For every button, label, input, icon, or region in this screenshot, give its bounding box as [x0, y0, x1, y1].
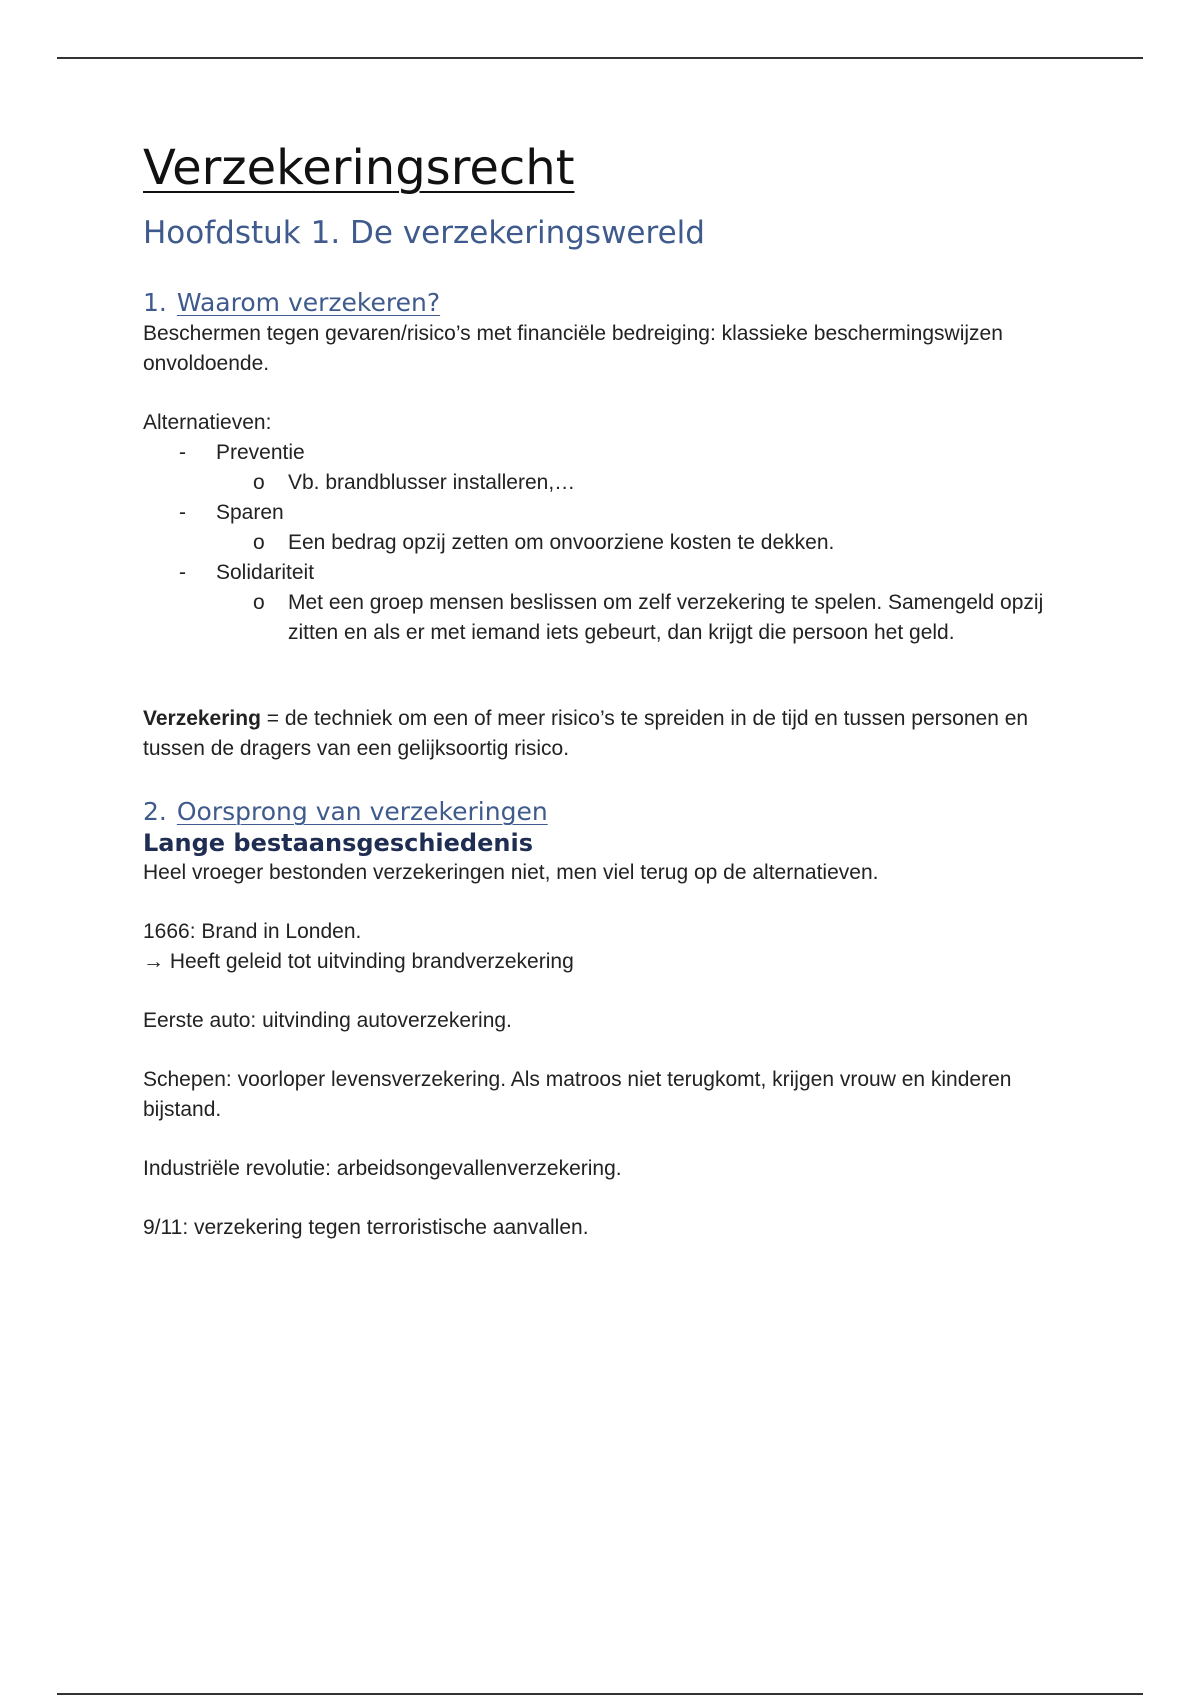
history-fire: 1666: Brand in Londen.	[143, 920, 362, 943]
alternatives-list	[143, 438, 1063, 648]
document-title: Verzekeringsrecht	[143, 140, 575, 196]
section-number: 2.	[143, 797, 167, 826]
sub-list	[216, 468, 1063, 498]
alternative-label: Sparen	[216, 501, 284, 524]
history-car: Eerste auto: uitvinding autoverzekering.	[143, 1009, 512, 1032]
definition-term: Verzekering	[143, 707, 261, 730]
circle-bullet: o	[253, 531, 265, 554]
alternative-detail: Vb. brandblusser installeren,…	[288, 471, 576, 494]
section-heading-1	[143, 287, 1063, 319]
history-ships: Schepen: voorloper levensverzekering. Als matroos niet terugkomt, krijgen vrouw en kinderen bijstand.	[143, 1068, 1012, 1121]
dash-bullet: -	[179, 561, 186, 584]
alternative-label: Solidariteit	[216, 561, 315, 584]
history-industrial: Industriële revolutie: arbeidsongevallenverzekering.	[143, 1157, 622, 1180]
chapter-title: Hoofdstuk 1. De verzekeringswereld	[143, 215, 705, 251]
section-1-intro: Beschermen tegen gevaren/risico’s met financiële bedreiging: klassieke beschermingswijzen onvoldoende.	[143, 322, 1003, 375]
list-item	[143, 438, 1063, 498]
alternative-detail: Een bedrag opzij zetten om onvoorziene kosten te dekken.	[288, 531, 835, 554]
circle-bullet: o	[253, 471, 265, 494]
document-body	[143, 140, 1063, 1243]
history-fire-consequence: → Heeft geleid tot uitvinding brandverzekering	[143, 950, 574, 973]
insurance-definition	[143, 704, 1063, 764]
definition-text: = de techniek om een of meer risico’s te spreiden in de tijd en tussen personen en tussen de dragers van een gelijksoortig risico.	[143, 707, 1029, 760]
sub-list	[216, 588, 1063, 648]
page-footer-rule	[57, 1693, 1143, 1695]
history-terror: 9/11: verzekering tegen terroristische aanvallen.	[143, 1216, 589, 1239]
dash-bullet: -	[179, 441, 186, 464]
section-title: Oorsprong van verzekeringen	[176, 797, 548, 826]
circle-bullet: o	[253, 591, 265, 614]
section-subheading: Lange bestaansgeschiedenis	[143, 829, 533, 857]
alternative-label: Preventie	[216, 441, 305, 464]
sub-list	[216, 528, 1063, 558]
page-header-rule	[57, 57, 1143, 59]
section-number: 1.	[143, 288, 167, 317]
section-title: Waarom verzekeren?	[176, 288, 441, 317]
dash-bullet: -	[179, 501, 186, 524]
alternative-detail: Met een groep mensen beslissen om zelf verzekering te spelen. Samengeld opzij zitten en als er met iemand iets gebeurt, dan krijgt die persoon het geld.	[288, 591, 1044, 644]
section-2-intro: Heel vroeger bestonden verzekeringen niet, men viel terug op de alternatieven.	[143, 861, 879, 884]
alternatives-label: Alternatieven:	[143, 411, 272, 434]
list-item	[143, 498, 1063, 558]
list-item	[216, 468, 1063, 498]
section-heading-2	[143, 796, 1063, 828]
list-item	[143, 558, 1063, 648]
list-item	[216, 588, 1063, 648]
list-item	[216, 528, 1063, 558]
